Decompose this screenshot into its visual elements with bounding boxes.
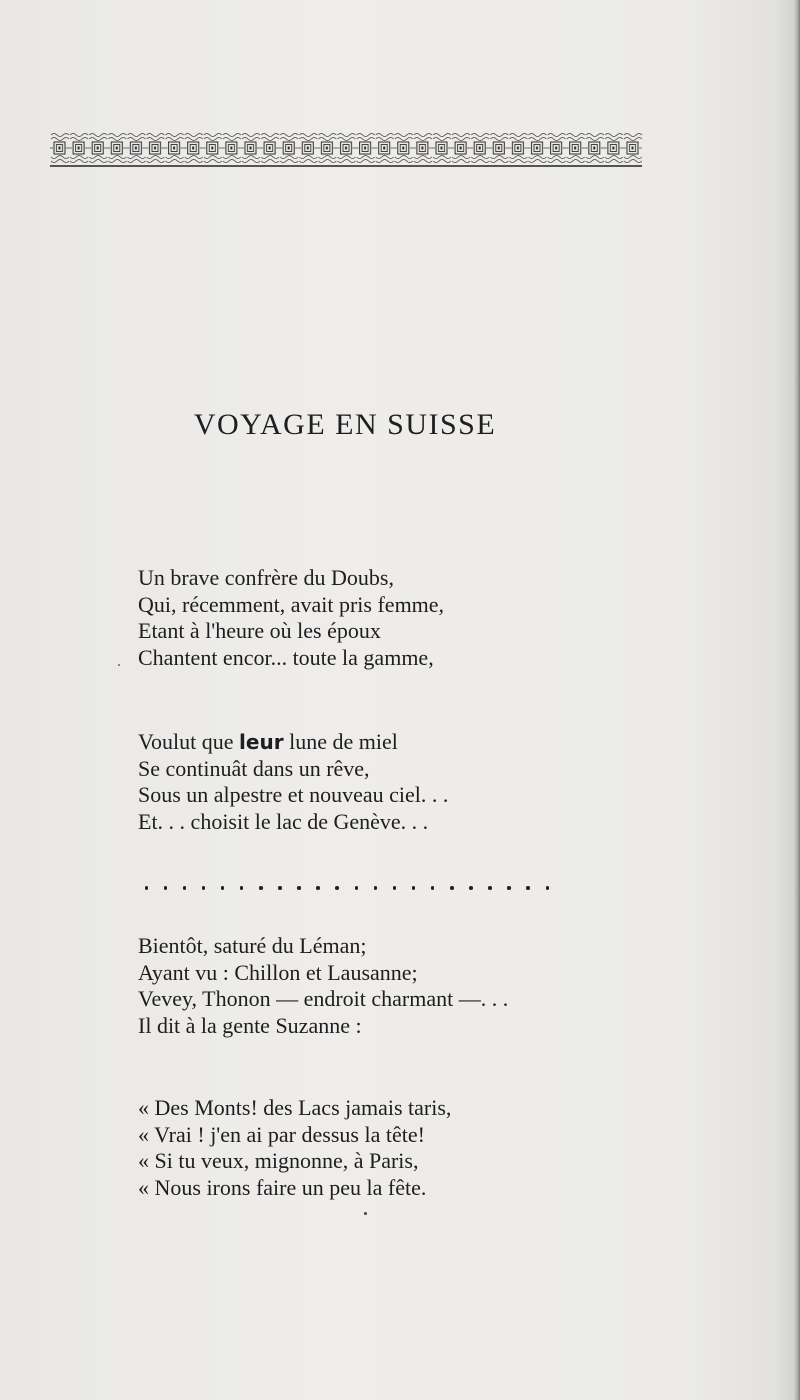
separator-dot <box>183 886 187 890</box>
separator-dot <box>450 886 454 890</box>
verse-line: Etant à l'heure où les époux <box>138 618 381 643</box>
separator-dot <box>526 886 530 890</box>
separator-dot <box>316 886 320 890</box>
verse-line: Bientôt, saturé du Léman; <box>138 933 367 958</box>
separator-dot <box>355 886 359 890</box>
verse-line: Sous un alpestre et nouveau ciel. . . <box>138 782 449 807</box>
verse-line: Et. . . choisit le lac de Genève. . . <box>138 808 429 834</box>
separator-dot <box>202 886 206 890</box>
separator-dot <box>278 886 282 890</box>
separator-dot <box>240 886 244 890</box>
stanza-2 <box>138 729 448 835</box>
separator-dot <box>546 886 550 890</box>
verse-line <box>138 729 448 756</box>
verse-line: Il dit à la gente Suzanne : <box>138 1012 362 1038</box>
verse-line: Vevey, Thonon — endroit charmant —. . . <box>138 986 509 1011</box>
print-speck <box>364 1212 367 1215</box>
separator-dot <box>374 886 378 890</box>
separator-dot <box>297 886 301 890</box>
poem-title: VOYAGE EN SUISSE <box>193 408 497 441</box>
separator-dot <box>412 886 416 890</box>
separator-dot <box>145 886 149 890</box>
verse-line: Se continuât dans un rêve, <box>138 755 370 781</box>
emphasized-word: leur <box>239 730 284 754</box>
verse-line: Chantent encor... toute la gamme, <box>138 644 434 670</box>
page-edge-shadow <box>794 0 800 1400</box>
separator-dot <box>335 886 339 890</box>
separator-dot <box>259 886 263 890</box>
verse-line: « Des Monts! des Lacs jamais taris, <box>138 1095 452 1120</box>
separator-dot <box>221 886 225 890</box>
dotted-separator <box>0 884 800 894</box>
verse-line: « Nous irons faire un peu la fête. <box>138 1174 427 1200</box>
separator-dot <box>469 886 473 890</box>
separator-dot <box>164 886 168 890</box>
verse-text: lune de miel <box>283 729 398 754</box>
separator-dot <box>507 886 511 890</box>
verse-line: Un brave confrère du Doubs, <box>138 565 394 590</box>
print-speck <box>118 664 120 666</box>
verse-line: « Si tu veux, mignonne, à Paris, <box>138 1148 419 1173</box>
separator-dot <box>488 886 492 890</box>
separator-dot <box>431 886 435 890</box>
stanza-4 <box>138 1095 451 1201</box>
verse-line: Ayant vu : Chillon et Lausanne; <box>138 959 418 985</box>
separator-dot <box>393 886 397 890</box>
verse-line: Qui, récemment, avait pris femme, <box>138 591 445 617</box>
verse-text: Voulut que <box>138 729 240 754</box>
stanza-1 <box>138 565 444 671</box>
verse-line: « Vrai ! j'en ai par dessus la tête! <box>138 1121 425 1147</box>
stanza-3 <box>138 933 508 1039</box>
decorative-header-border <box>50 132 642 168</box>
